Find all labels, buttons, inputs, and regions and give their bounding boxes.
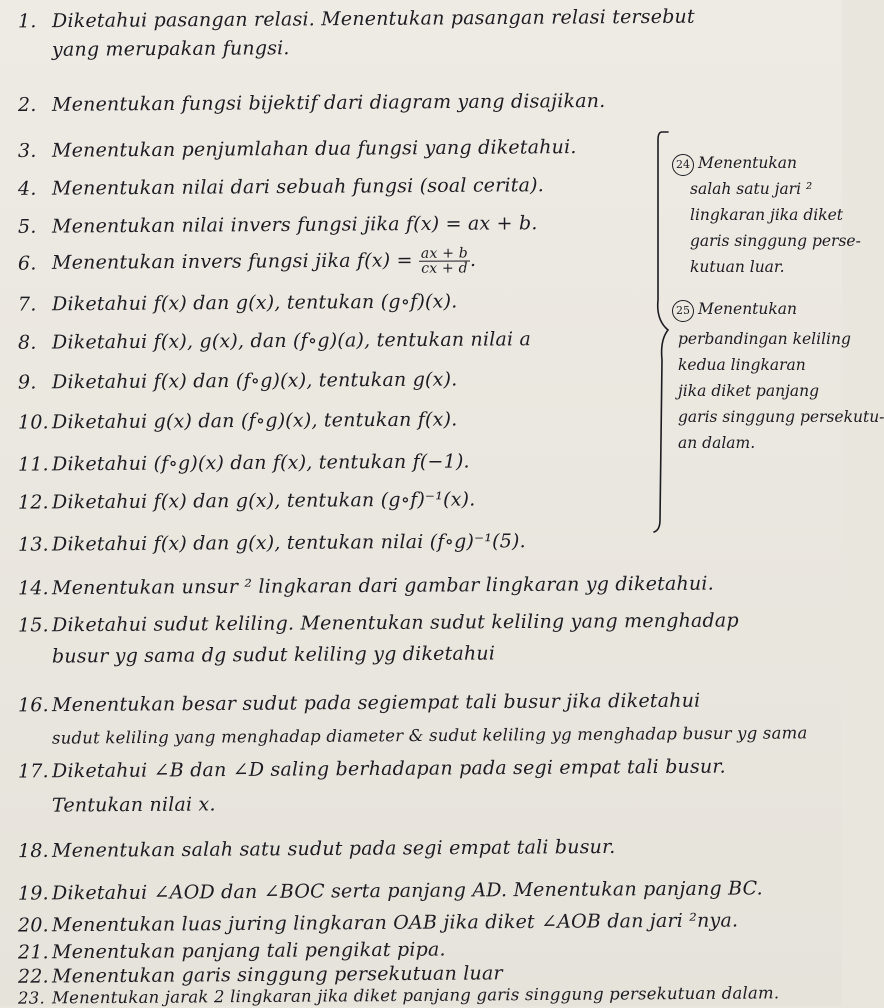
list-item: yang merupakan fungsi. bbox=[51, 37, 290, 61]
list-item: 20. Menentukan luas juring lingkaran OAB jika diket ∠AOB dan jari ²nya. bbox=[17, 909, 739, 937]
list-item: 4. Menentukan nilai dari sebuah fungsi (soal cerita). bbox=[17, 174, 545, 200]
list-item: sudut keliling yang menghadap diameter & sudut keliling yg menghadap busur yg sama bbox=[51, 723, 808, 748]
list-item: 14. Menentukan unsur ² lingkaran dari gambar lingkaran yg diketahui. bbox=[17, 572, 714, 600]
list-item: 12. Diketahui f(x) dan g(x), tentukan (g∘f)⁻¹(x). bbox=[17, 488, 476, 514]
list-item: 22. Menentukan garis singgung persekutuan luar bbox=[17, 962, 503, 988]
list-item: 1. Diketahui pasangan relasi. Menentukan pasangan relasi tersebut bbox=[17, 5, 695, 33]
worksheet-page: 1. Diketahui pasangan relasi. Menentukan pasangan relasi tersebut yang merupakan fungsi. 2. Menentukan fungsi bijektif dari diagram yang disajikan. 3. Menentukan penjumlahan dua fungsi yang diketahui. 4. Menentukan nilai dari sebuah fungsi (soal cerita). 5. Menentukan nilai invers fungsi jika f(x) = ax + b. 6. Menentukan invers fungsi jika f(x) = $\frac{ax + b}{cx + d}$ . 7. Diketahui f(x) dan g(x), tentukan (g∘f)(x). 8. Diketahui f(x), g(x), dan (f∘g)(a), tentukan nilai a 9. Diketahui f(x) dan (f∘g)(x), tentukan g(x). 10. Diketahui g(x) dan (f∘g)(x), tentukan f(x). 11. Diketahui (f∘g)(x) dan f(x), tentukan f(−1). 12. Diketahui f(x) dan g(x), tentukan (g∘f)⁻¹(x). 13. Diketahui f(x) dan g(x), tentukan nilai (f∘g)⁻¹(5). 14. Menentukan unsur ² lingkaran dari gambar lingkaran yg diketahui. 15. Diketahui sudut keliling. Menentukan sudut keliling yang menghadap busur yg sama dg sudut keliling yg diketahui 16. Menentukan besar sudut pada segiempat tali busur jika diketahui sudut keliling yang menghadap diameter & sudut keliling yg menghadap busur yg sama 17. Diketahui ∠B dan ∠D saling berhadapan pada segi empat tali busur. Tentukan nilai x. 18. Menentukan salah satu sudut pada segi empat tali busur. 19. Diketahui ∠AOD dan ∠BOC serta panjang AD. Menentukan panjang BC. 20. Menentukan luas juring lingkaran OAB jika diket ∠AOB dan jari ²nya. 21. Menentukan panjang tali pengikat pipa. 22. Menentukan garis singgung persekutuan luar 23. Menentukan jarak 2 lingkaran jika diket panjang garis singgung persekutuan dalam. 24 Menentukan salah satu jari ² lingkaran jika diket garis singgung perse- kutuan luar. 25 Menentukan perbandingan keliling kedua lingkaran jika diket panjang garis singgung persekutu- an dalam. bbox=[0, 0, 842, 1006]
list-item: 13. Diketahui f(x) dan g(x), tentukan nilai (f∘g)⁻¹(5). bbox=[17, 530, 526, 556]
list-item: 5. Menentukan nilai invers fungsi jika f(x) = ax + b. bbox=[17, 212, 538, 238]
fraction: $\frac{ax + b}{cx + d}$ bbox=[420, 245, 468, 277]
list-item: 3. Menentukan penjumlahan dua fungsi yang diketahui. bbox=[17, 136, 577, 162]
item-number-circle: 25 bbox=[672, 300, 694, 322]
list-item: 8. Diketahui f(x), g(x), dan (f∘g)(a), tentukan nilai a bbox=[17, 328, 532, 354]
list-item: Tentukan nilai x. bbox=[51, 793, 216, 817]
list-item: 21. Menentukan panjang tali pengikat pipa. bbox=[17, 938, 446, 964]
list-item: 6. Menentukan invers fungsi jika f(x) = $\frac{ax + b}{cx + d}$ . bbox=[17, 245, 477, 277]
list-item: 23. Menentukan jarak 2 lingkaran jika diket panjang garis singgung persekutuan dalam. bbox=[17, 983, 780, 1008]
item-number-circle: 24 bbox=[672, 154, 694, 176]
list-item: 7. Diketahui f(x) dan g(x), tentukan (g∘f)(x). bbox=[17, 290, 458, 316]
list-item: 19. Diketahui ∠AOD dan ∠BOC serta panjang AD. Menentukan panjang BC. bbox=[17, 877, 763, 905]
list-item: 2. Menentukan fungsi bijektif dari diagram yang disajikan. bbox=[17, 89, 606, 117]
list-item: 9. Diketahui f(x) dan (f∘g)(x), tentukan g(x). bbox=[17, 368, 458, 394]
list-item: 17. Diketahui ∠B dan ∠D saling berhadapan pada segi empat tali busur. bbox=[17, 755, 726, 783]
list-item: 10. Diketahui g(x) dan (f∘g)(x), tentukan f(x). bbox=[17, 408, 458, 434]
list-item: 16. Menentukan besar sudut pada segiempat tali busur jika diketahui bbox=[17, 689, 701, 717]
list-item: 11. Diketahui (f∘g)(x) dan f(x), tentukan f(−1). bbox=[17, 450, 470, 476]
list-item: busur yg sama dg sudut keliling yg diketahui bbox=[51, 642, 496, 668]
list-item: 18. Menentukan salah satu sudut pada segi empat tali busur. bbox=[17, 835, 616, 863]
list-item: 15. Diketahui sudut keliling. Menentukan sudut keliling yang menghadap bbox=[17, 609, 739, 637]
